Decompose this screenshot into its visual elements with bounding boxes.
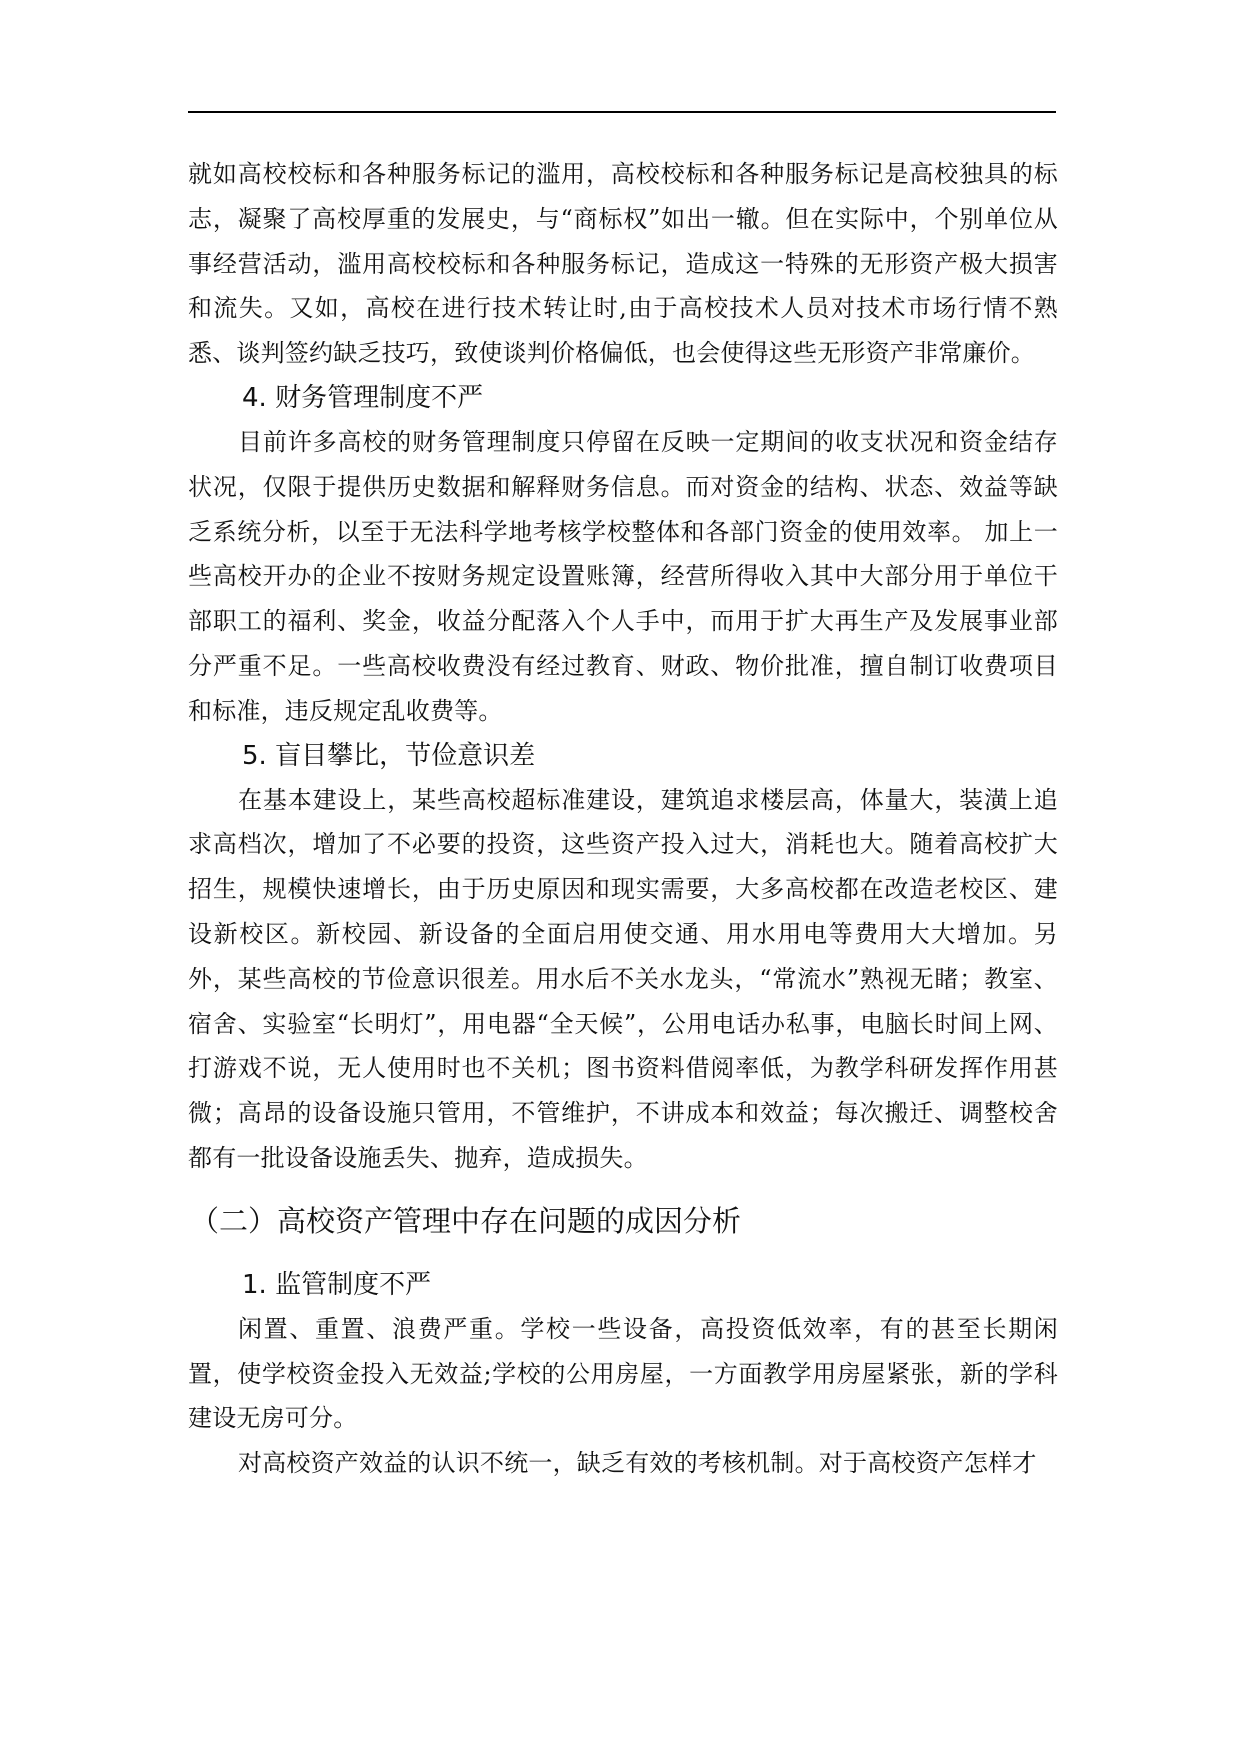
paragraph-idle-assets: 闲置、重置、浪费严重。学校一些设备，高投资低效率，有的甚至长期闲置，使学校资金投入无效益;学校的公用房屋，一方面教学用房屋紧张，新的学科建设无房可分。	[188, 1314, 1058, 1433]
heading-finance-management: 4. 财务管理制度不严	[242, 382, 484, 413]
paragraph-asset-efficiency: 对高校资产效益的认识不统一，缺乏有效的考核机制。对于高校资产怎样才	[238, 1449, 1037, 1478]
paragraph-blind-comparison: 在基本建设上，某些高校超标准建设，建筑追求楼层高，体量大，装潢上追求高档次，增加了不必要的投资，这些资产投入过大，消耗也大。随着高校扩大招生，规模快速增长，由于历史原因和现实需要，大多高校都在改造老校区、建设新校区。新校园、新设备的全面启用使交通、用水用电等费用大大增加。另外，某些高校的节俭意识很差。用水后不关水龙头，“常流水”熟视无睹；教室、宿舍、实验室“长明灯”，用电器“全天候”，公用电话办私事，电脑长时间上网、打游戏不说，无人使用时也不关机；图书资料借阅率低，为教学科研发挥作用甚微；高昂的设备设施只管用，不管维护，不讲成本和效益；每次搬迁、调整校舍都有一批设备设施丢失、抛弃，造成损失。	[188, 785, 1058, 1172]
section-heading-cause-analysis: （二）高校资产管理中存在问题的成因分析	[190, 1203, 742, 1238]
paragraph-misuse-of-emblems: 就如高校校标和各种服务标记的滥用，高校校标和各种服务标记是高校独具的标志，凝聚了高校厚重的发展史，与“商标权”如出一辙。但在实际中，个别单位从事经营活动，滥用高校校标和各种服务标记，造成这一特殊的无形资产极大损害和流失。又如，高校在进行技术转让时,由于高校技术人员对技术市场行情不熟悉、谈判签约缺乏技巧，致使谈判价格偏低，也会使得这些无形资产非常廉价。	[188, 160, 1058, 368]
heading-blind-comparison: 5. 盲目攀比，节俭意识差	[242, 740, 536, 771]
document-body	[188, 152, 1058, 1486]
heading-supervision-system: 1. 监管制度不严	[242, 1269, 432, 1300]
header-rule	[188, 111, 1056, 113]
paragraph-finance-management: 目前许多高校的财务管理制度只停留在反映一定期间的收支状况和资金结存状况，仅限于提供历史数据和解释财务信息。而对资金的结构、状态、效益等缺乏系统分析，以至于无法科学地考核学校整体和各部门资金的使用效率。 加上一些高校开办的企业不按财务规定设置账簿，经营所得收入其中大部分用于单位干部职工的福利、奖金，收益分配落入个人手中，而用于扩大再生产及发展事业部分严重不足。一些高校收费没有经过教育、财政、物价批准，擅自制订收费项目和标准，违反规定乱收费等。	[188, 427, 1058, 725]
